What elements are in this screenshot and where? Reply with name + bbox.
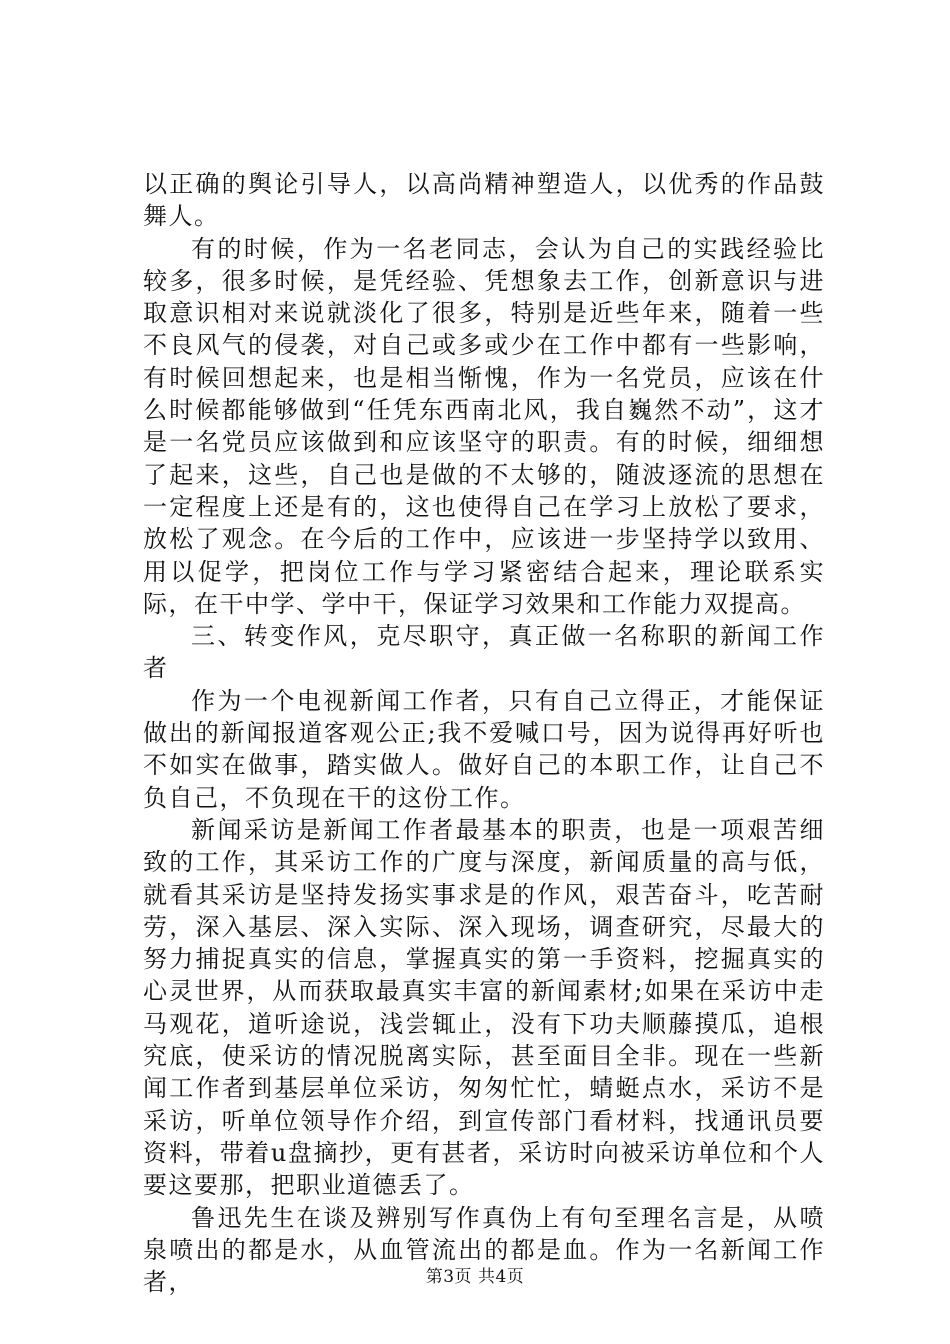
- paragraph: 新闻采访是新闻工作者最基本的职责，也是一项艰苦细致的工作，其采访工作的广度与深度，新闻质量的高与低，就看其采访是坚持发扬实事求是的作风，艰苦奋斗，吃苦耐劳，深入基层、深入实际、深入现场，调查研究，尽最大的努力捕捉真实的信息，掌握真实的第一手资料，挖掘真实的心灵世界，从而获取最真实丰富的新闻素材;如果在采访中走马观花，道听途说，浅尝辄止，没有下功夫顺藤摸瓜，追根究底，使采访的情况脱离实际，甚至面目全非。现在一些新闻工作者到基层单位采访，匆匆忙忙，蜻蜓点水，采访不是采访，听单位领导作介绍，到宣传部门看材料，找通讯员要资料，带着u盘摘抄，更有甚者，采访时向被采访单位和个人要这要那，把职业道德丢了。: [143, 815, 825, 1200]
- paragraph: 鲁迅先生在谈及辨别写作真伪上有句至理名言是，从喷泉喷出的都是水，从血管流出的都是血。作为一名新闻工作者，: [143, 1203, 825, 1297]
- paragraph: 以正确的舆论引导人，以高尚精神塑造人，以优秀的作品鼓舞人。: [143, 170, 825, 231]
- section-heading: 三、转变作风，克尽职守，真正做一名称职的新闻工作者: [143, 622, 825, 683]
- body-text: [143, 168, 825, 1298]
- paragraph: 有的时候，作为一名老同志，会认为自己的实践经验比较多，很多时候，是凭经验、凭想象去工作，创新意识与进取意识相对来说就淡化了很多，特别是近些年来，随着一些不良风气的侵袭，对自己或多或少在工作中都有一些影响，有时候回想起来，也是相当惭愧，作为一名党员，应该在什么时候都能够做到“任凭东西南北风，我自巍然不动”，这才是一名党员应该做到和应该坚守的职责。有的时候，细细想了起来，这些，自己也是做的不太够的，随波逐流的思想在一定程度上还是有的，这也使得自己在学习上放松了要求，放松了观念。在今后的工作中，应该进一步坚持学以致用、用以促学，把岗位工作与学习紧密结合起来，理论联系实际，在干中学、学中干，保证学习效果和工作能力双提高。: [143, 234, 825, 618]
- paragraph: 作为一个电视新闻工作者，只有自己立得正，才能保证做出的新闻报道客观公正;我不爱喊口号，因为说得再好听也不如实在做事，踏实做人。做好自己的本职工作，让自己不负自己，不负现在干的这份工作。: [143, 686, 825, 812]
- page-footer: 第3页 共4页: [425, 1267, 525, 1287]
